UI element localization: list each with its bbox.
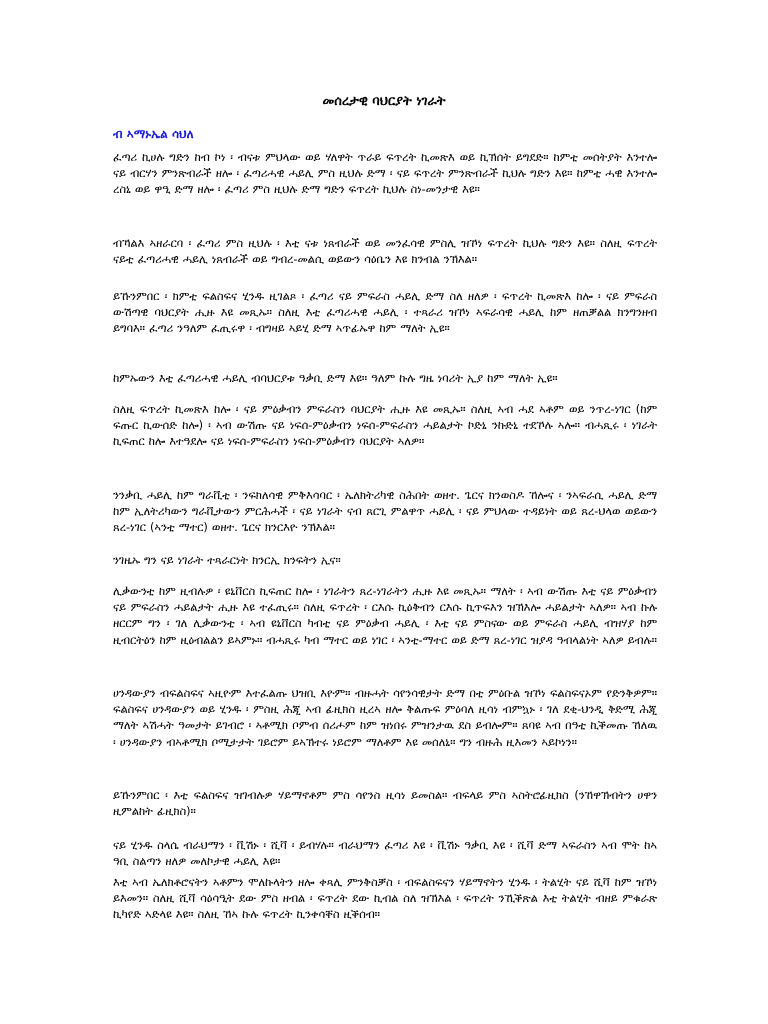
paragraph: ንንቃቢ ሓይሊ ከም ግራቪቲ ፡ ንፍክለሳዊ ምቅእሳባር ፡ ኤለክትሪካዊ ስሕበት ወዘተ. ጌርና ክንወስዶ ኸሎና ፡ ንኣፍራሲ ሓይሊ ድማ ከም ኢለትሪካውን ግራቪታውን ምርሕሓች ፡ ናይ ነገራት ናብ ጸርጊ ምልዋጥ ሓይሊ ፡ ናይ ምህላው ተዳይነት ወይ ጸረ-ህላወ ወይውን ጸረ-ነገር (ኣንቲ ማተር) ወዘተ. ጌርና ክንርእዮ ንኽእል።: [113, 489, 657, 535]
paragraph: እቲ ኣብ ኤለክቶሮናትን ኣቶምን ሞለኩላትን ዘሎ ቀጻሊ ምንቅስቓስ ፡ ብፍልስፍናን ሃይማኖትን ሂንዱ ፡ ትልሂት ናይ ሺቫ ከም ዝኾነ ይእመን። ስለዚ ሺቫ ሳዕሳዒት ደው ምስ ዘብል ፡ ፍጥረት ደው ኪብል ስለ ዝኽእል ፡ ፍጥረት ንኺቕጽል እቲ ትልሂት ብዘይ ምቁራጽ ኪካየድ ኣድላዩ እዩ። ስለዚ ኸኣ ኩሉ ፍጥረት ኪንቀሳቐስ ዚቕሰብ።: [113, 876, 657, 922]
paragraph: ናይ ሂንዱ ስላሴ ብራህማን ፡ ቪሽኑ ፡ ሺቫ ፡ ይብሃሉ። ብራህማን ፈጣሪ እዩ ፡ ቪሽኑ ዓቃቢ እዩ ፡ ሺቫ ድማ ኣፍራስን ኣብ ሞት ከኣ ዓቢ ስልጣን ዘለዎ መለኮታዊ ሓይሊ እዩ።: [113, 839, 657, 869]
paragraph: ስለዚ ፍጥረት ኪመጽእ ከሎ ፡ ናይ ምዕቃብን ምፍራስን ባህርያት ሒዙ እዩ መጺኡ። ስለዚ ኣብ ሓደ ኣቶም ወይ ንጥረ-ነገር (ከም ፍጡር ኪውሰድ ከሎ) ፡ ኣብ ውሽጡ ናይ ነፍሰ-ምዕቃብን ነፍሰ-ምፍራስን ሓይልታት ኮድኒ ንኩድኒ ተደኾሉ ኣሎ። ብሓጺሩ ፡ ነገራት ኪፍጠር ከሎ እተዓደሎ ናይ ነፍሰ-ምፍራስን ነፍሰ-ምዕቃብን ባህርያት ኣለዎ።: [113, 403, 657, 449]
author-byline: ብ ኣማኑኤል ሳህለ: [113, 127, 194, 141]
document-title: መሰረታዊ ባህርያት ነገራት: [322, 94, 446, 109]
paragraph: ፈጣሪ ኪሀሉ ግድን ከብ ኮነ ፡ ብናቱ ምህላው ወይ ሃለዋት ጥራይ ፍጥረት ኪመጽእ ወይ ኪኽሰት ይግደድ። ከምቲ መሰትያት እንተሎ ናይ ብርሃን ምንጽብራች ዘሎ ፡ ፈጣሪሓዊ ሓይሊ ምስ ዚህሉ ድማ ፡ ናይ ፍጥረት ምንጽብራች ኪህሉ ግድን እዩ። ከምቲ ሓዊ እንተሎ ረስኒ ወይ ዋዒ ድማ ዘሎ ፡ ፈጣሪ ምስ ዚህሉ ድማ ግድን ፍጥረት ኪህሉ ስነ-መንታዊ እዩ።: [113, 151, 657, 197]
paragraph: ሀንዳውያን ብፍልስፍና ኣዚዮም እተፈልጡ ህዝቢ እዮም። ብዙሓት ሳየንሳዊታት ድማ በቲ ምዕቡል ዝኾነ ፍልስፍናኦም የድንቅዎም። ፍልስፍና ሀንዳውያን ወይ ሂንዱ ፡ ምስዚ ሕጂ ኣብ ፊዚክስ ዚረኣ ዘሎ ቅልጡፍ ምዕባለ ዚሳነ ብምኳኑ ፡ ገለ ደቂ-ህንዲ ቅድሚ ሕጂ ማለት ኣሽሓት ዓመታት ይገብሮ ፡ ኣቶሚክ ቦምብ ሰሪሖም ከም ዝነበሩ ምዝንታዉ ደስ ይብሎም። ጸባዩ ኣብ በዓቲ ኪቕመጡ ኸለዉ ፡ ሀንዳውያን ብኣቶሚክ ቦሚታታት ገይሮም ይኣኽተሩ ነይሮም ማለቶም እዩ መሰለኒ። ግን ብዙሕ ዚእመን ኣይኮነን።: [113, 687, 657, 749]
paragraph: ከምኡውን እቲ ፈጣሪሓዊ ሓይሊ ብባህርያቱ ዓቃቢ ድማ እዩ። ዓለም ኩሉ ግዜ ነባሪት ኢያ ከም ማለት ኢዩ።: [113, 372, 558, 385]
paragraph: ንገዜኡ ግን ናይ ነገራት ተጻራርነት ክንርኢ ክንፍትን ኢና።: [113, 554, 341, 567]
paragraph: ብኻልእ ኣዘራርባ ፡ ፈጣሪ ምስ ዚህሉ ፡ እቲ ናቱ ነጸብራች ወይ መንፈሳዊ ምስሊ ዝኾነ ፍጥረት ኪህሉ ግድን እዩ። ስለዚ ፍጥረት ናይቲ ፈጣሪሓዊ ሓይሊ ነጸብራች ወይ ግብረ-መልሲ ወይውን ሳዕቤን እዩ ክንብል ንኽእል።: [113, 237, 657, 267]
paragraph: ይኹንምበር ፡ ክምቲ ፍልስፍና ሂንዱ ዚገልጾ ፡ ፈጣሪ ናይ ምፍራስ ሓይሊ ድማ ስለ ዘለዎ ፡ ፍጥረት ኪመጽእ ከሎ ፡ ናይ ምፍራስ ውሽጣዊ ባህርያት ሒዙ እዩ መጺኡ። ስለዚ እቲ ፈጣሪሓዊ ሓይሊ ፡ ተጻራሪ ዝኾነ ኣፍራሳዊ ሓይሊ ከም ዘጠቓልል ክንግንዘብ ይግባእ። ፈጣሪ ንዓለም ፈጢሩዋ ፡ ብግዛይ ኣይሂ ድማ ኣጥፊኡዋ ከም ማለት ኢዩ።: [113, 290, 657, 336]
paragraph: ሊቃውንቲ ከም ዚብሉዎ ፡ ዩኒቨርስ ኪፍጠር ከሎ ፡ ነገራትን ጸረ-ነገራትን ሒዙ እዩ መጺኡ። ማለት ፡ ኣብ ውሽጡ እቲ ናይ ምዕቃብን ናይ ምፍራስን ሓይልታት ሒዙ እዩ ተፈጢሩ። ስለዚ ፍጥረት ፡ ርእሱ ኪዕቅብን ርእሱ ኪጥፍእን ዝኽእሎ ሓይልታት ኣለዎ። ኣብ ኩሉ ዘርርም ግን ፡ ገለ ሊቃውንቲ ፡ ኣብ ዩኒቨርስ ካብቲ ናይ ምዕቃብ ሓይሊ ፡ እቲ ናይ ምስናው ወይ ምፍራስ ሓይሊ ብዝሃያ ከም ዚብርትዕን ከም ዚዕብልልን ይኣምኑ። ብሓጺሩ ካብ ማተር ወይ ነገር ፡ ኣንቲ-ማተር ወይ ድማ ጸረ-ነገር ዝያዳ ዓብላልነት ኣለዎ ይብሉ።: [113, 585, 657, 647]
paragraph: ይኹንምበር ፡ እቲ ፍልስፍና ዝገብሉዎ ሃይማኖቶም ምስ ሳየንስ ዚሳነ ይመስል። ብፍላይ ምስ ኣስትሮፊዚክስ (ንኸዋኽብትን ሀዋን ዚምልከት ፊዚክስ)።: [113, 789, 657, 819]
